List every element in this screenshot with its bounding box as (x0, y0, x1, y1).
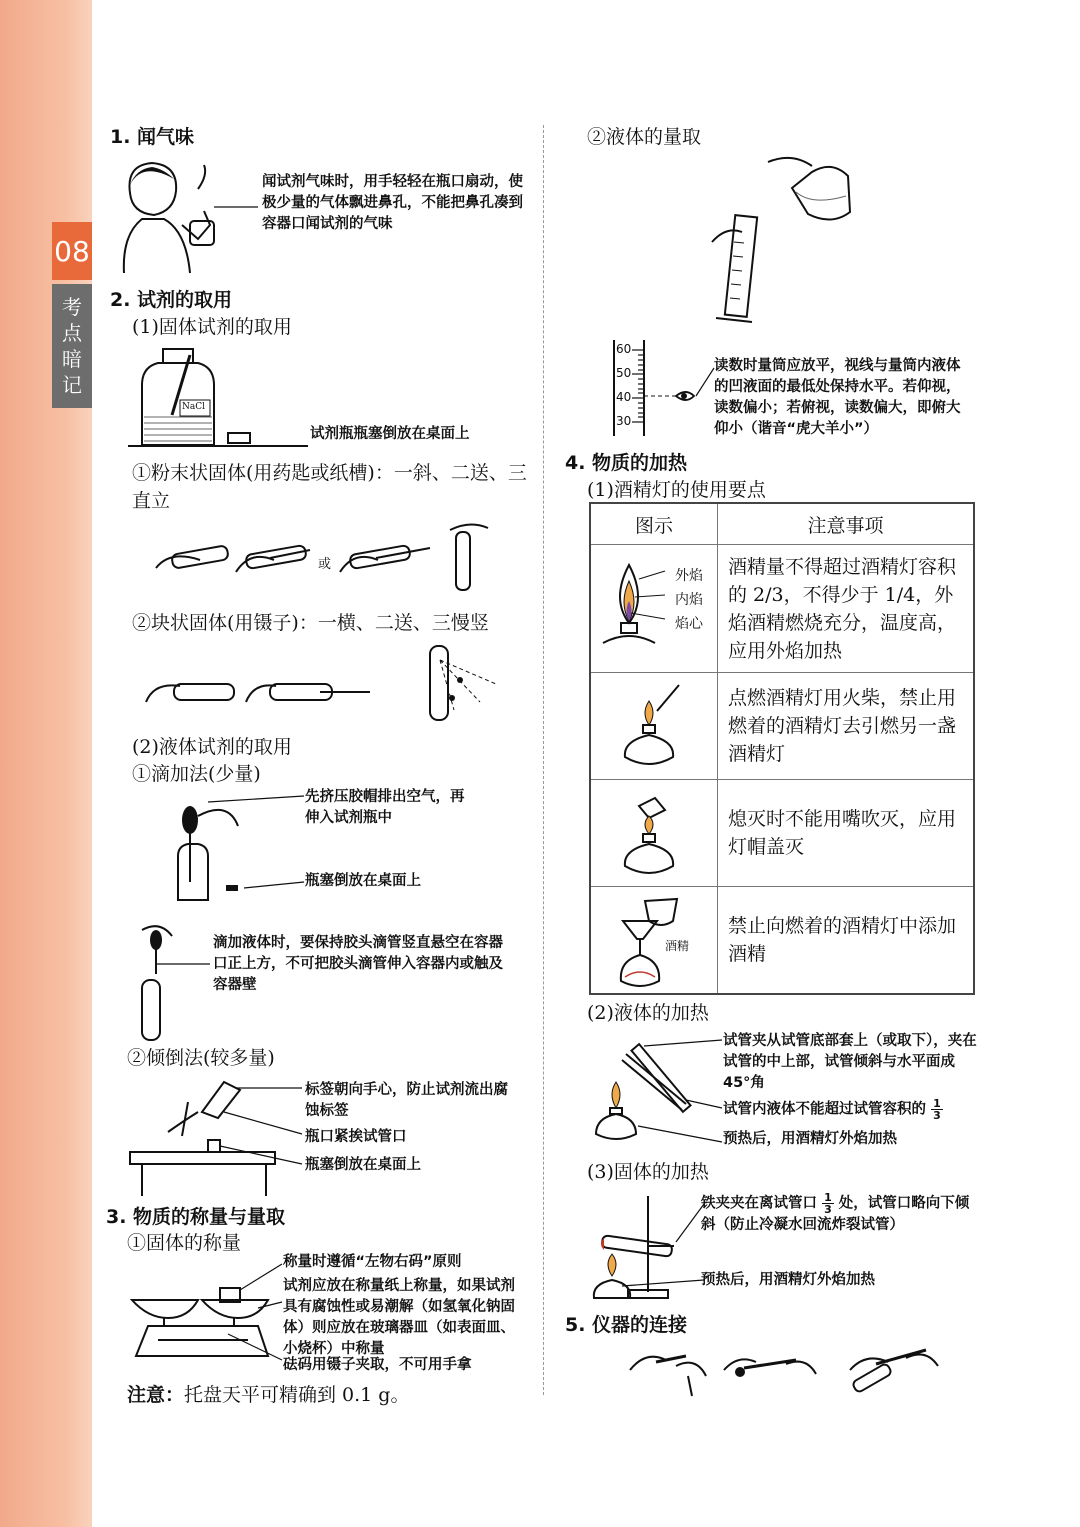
liquid-heating-note-3: 预热后，用酒精灯外焰加热 (723, 1131, 897, 1147)
smell-note: 闻试剂气味时，用手轻轻在瓶口扇动，使极少量的气体飘进鼻孔，不能把鼻孔凑到容器口闻试剂的气味 (262, 174, 523, 232)
section-5-title: 5. 仪器的连接 (565, 1314, 688, 1336)
lump-solid-rule: ②块状固体(用镊子)：一横、二送、三慢竖 (132, 612, 489, 634)
solid-heating-note-1 (701, 1192, 976, 1236)
dropping-illustration (132, 920, 212, 1045)
liquid-heating-subtitle: (2)液体的加热 (587, 1002, 709, 1024)
pour-method-subtitle: ②倾倒法(较多量) (127, 1047, 275, 1069)
pour-note-3: 瓶塞倒放在桌面上 (305, 1157, 421, 1173)
scale-tick-60: 60 (616, 342, 632, 356)
liquid-heating-note-2 (723, 1098, 943, 1121)
fraction-denominator: 3 (933, 1109, 941, 1122)
dropper-note-3: 滴加液体时，要保持胶头滴管竖直悬空在容器口正上方，不可把胶头滴管伸入容器内或触及容器壁 (213, 935, 503, 993)
column-divider (543, 125, 544, 1395)
alcohol-lamp-table (589, 502, 975, 995)
pour-note-2: 瓶口紧挨试管口 (305, 1129, 407, 1145)
flame-core-label: 焰心 (675, 616, 703, 632)
table-row (590, 887, 974, 994)
fraction-numerator: 1 (933, 1097, 941, 1110)
liquid-measure-subtitle: ②液体的量取 (587, 126, 702, 148)
section-2-title: 2. 试剂的取用 (110, 289, 233, 311)
fraction-numerator: 1 (824, 1191, 832, 1204)
table-row (590, 545, 974, 673)
table-row (590, 673, 974, 780)
balance-note-1: 称量时遵循“左物右码”原则 (283, 1254, 462, 1270)
or-label: 或 (318, 557, 332, 572)
lighting-lamp-illustration (619, 681, 691, 771)
solid-heating-note-2: 预热后，用酒精灯外焰加热 (701, 1272, 875, 1288)
refill-lamp-illustration (615, 895, 705, 990)
tab-char: 点 (62, 321, 82, 345)
fraction-one-third (822, 1192, 834, 1215)
fraction-one-third (931, 1098, 943, 1121)
pour-note-1: 标签朝向手心，防止试剂流出腐蚀标签 (305, 1082, 508, 1119)
drop-method-subtitle: ①滴加法(少量) (132, 763, 261, 785)
chapter-label-tab (52, 284, 92, 408)
smelling-illustration (112, 155, 222, 275)
chapter-number-tab: 08 (52, 222, 92, 280)
solid-heating-note-1a: 铁夹夹在离试管口 (701, 1195, 817, 1212)
liquid-heating-note-1: 试管夹从试管底部套上（或取下），夹在试管的中上部，试管倾斜与水平面成45°角 (723, 1033, 977, 1091)
dropper-bottle-illustration (168, 790, 308, 910)
extinguish-figure-cell (590, 780, 718, 887)
tab-char: 记 (62, 373, 82, 397)
reagent-bottle-illustration (128, 345, 318, 450)
flame-figure-cell (590, 545, 718, 673)
alcohol-label: 酒精 (665, 939, 690, 953)
balance-illustration (128, 1260, 288, 1365)
attention-label: 注意： (127, 1384, 185, 1406)
alcohol-lamp-subtitle: (1)酒精灯的使用要点 (587, 479, 766, 501)
tab-char: 暗 (62, 347, 82, 371)
balance-note-2: 试剂应放在称量纸上称量，如果试剂具有腐蚀性或易潮解（如氢氧化钠固体）则应放在玻璃器皿（如表面皿、小烧杯）中称量 (283, 1278, 515, 1357)
table-header-figure: 图示 (590, 503, 718, 545)
refill-figure-cell (590, 887, 718, 994)
solid-heating-note-1b: 处，试管口略向下倾斜（防止冷凝水回流炸裂试管） (701, 1195, 970, 1233)
solid-heating-illustration (592, 1192, 707, 1302)
weighing-subtitle: ①固体的称量 (127, 1232, 242, 1254)
balance-note-3: 砝码用镊子夹取，不可用手拿 (283, 1357, 472, 1373)
scale-tick-40: 40 (616, 390, 632, 404)
dropper-note-2: 瓶塞倒放在桌面上 (305, 873, 421, 889)
apparatus-connection-illustration (626, 1340, 946, 1400)
cylinder-pouring-illustration (712, 152, 862, 327)
section-4-title: 4. 物质的加热 (565, 452, 688, 474)
inner-flame-label: 内焰 (675, 592, 703, 608)
extinguish-lamp-illustration (619, 788, 691, 878)
solid-reagent-subtitle: (1)固体试剂的取用 (132, 316, 292, 338)
liquid-heating-illustration (596, 1034, 726, 1149)
lamp-rule-1: 酒精量不得超过酒精灯容积的 2/3，不得少于 1/4，外焰酒精燃烧充分，温度高，应用外焰加热 (718, 545, 975, 673)
nacl-label: NaCl (182, 402, 206, 412)
table-row (590, 780, 974, 887)
dropper-note-1: 先挤压胶帽排出空气，再伸入试剂瓶中 (305, 789, 465, 826)
outer-flame-label: 外焰 (675, 568, 703, 584)
scale-tick-30: 30 (616, 414, 632, 428)
cylinder-reading-note: 读数时量筒应放平，视线与量筒内液体的凹液面的最低处保持水平。若仰视，读数偏小；若俯视，读数偏大，即俯大仰小（谐音“虎大羊小”） (714, 358, 961, 437)
liquid-reagent-subtitle: (2)液体试剂的取用 (132, 736, 292, 758)
lump-steps-illustration (140, 640, 510, 725)
pouring-illustration (128, 1072, 308, 1197)
table-header-row (590, 503, 974, 545)
liquid-heating-note-2-text: 试管内液体不能超过试管容积的 (723, 1101, 926, 1118)
lamp-rule-2: 点燃酒精灯用火柴，禁止用燃着的酒精灯去引燃另一盏酒精灯 (718, 673, 975, 780)
attention-text: 托盘天平可精确到 0.1 g。 (184, 1384, 410, 1406)
scale-tick-50: 50 (616, 366, 632, 380)
solid-heating-subtitle: (3)固体的加热 (587, 1161, 709, 1183)
powder-solid-rule: ①粉末状固体(用药匙或纸槽)：一斜、二送、三直立 (132, 462, 527, 512)
tab-char: 考 (62, 295, 82, 319)
section-3-title: 3. 物质的称量与量取 (106, 1206, 286, 1228)
stopper-note: 试剂瓶瓶塞倒放在桌面上 (310, 426, 470, 442)
fraction-denominator: 3 (824, 1203, 832, 1216)
table-header-notes: 注意事项 (718, 503, 975, 545)
lamp-rule-3: 熄灭时不能用嘴吹灭，应用灯帽盖灭 (718, 780, 975, 887)
section-1-title: 1. 闻气味 (110, 126, 195, 148)
lamp-rule-4: 禁止向燃着的酒精灯中添加酒精 (718, 887, 975, 994)
attention-note (127, 1380, 409, 1407)
lighting-figure-cell (590, 673, 718, 780)
